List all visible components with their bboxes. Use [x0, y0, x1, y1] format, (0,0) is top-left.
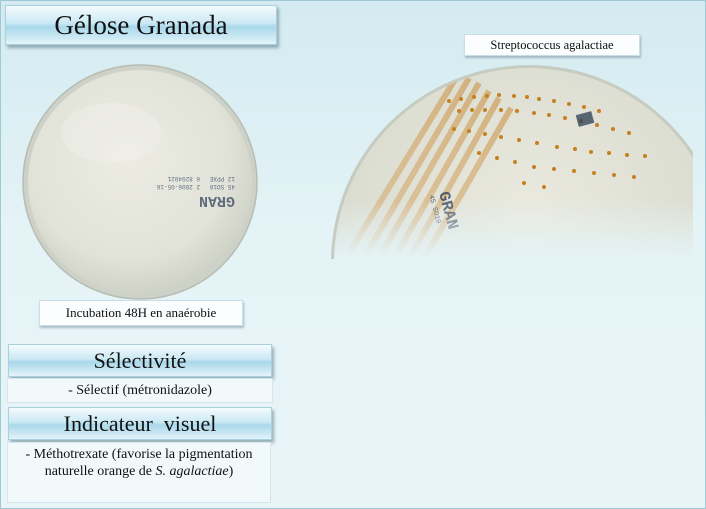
stamp-text: 12 PPXE [209, 175, 235, 182]
stamp-text: 6 8204021 [167, 175, 200, 182]
incubation-caption [39, 300, 243, 326]
page-title: Gélose Granada [54, 9, 228, 40]
indicator-heading: Indicateur visuel [63, 410, 217, 436]
stamp-text: 45 SO10 [209, 183, 235, 190]
title-banner [5, 5, 277, 45]
petri-dish-left-image [21, 63, 259, 301]
indicator-species-name: S. agalactiae [155, 464, 229, 479]
petri-dish-right-image [329, 63, 693, 259]
indicator-text: - Méthotrexate (favorise la pigmentation naturelle orange de [25, 447, 253, 479]
selectivity-text-box [7, 378, 273, 403]
selectivity-banner [8, 344, 272, 377]
stamp-text: GRAN [198, 192, 235, 209]
stamp-text: 2 2006-05-16 [156, 183, 200, 190]
indicator-text-box [7, 442, 271, 503]
indicator-banner [8, 407, 272, 440]
species-caption [464, 34, 640, 56]
incubation-caption-text: Incubation 48H en anaérobie [65, 305, 217, 320]
selectivity-heading: Sélectivité [93, 347, 187, 373]
selectivity-text: - Sélectif (métronidazole) [68, 383, 212, 398]
species-caption-text: Streptococcus agalactiae [490, 37, 614, 52]
indicator-text-end: ) [228, 464, 234, 479]
